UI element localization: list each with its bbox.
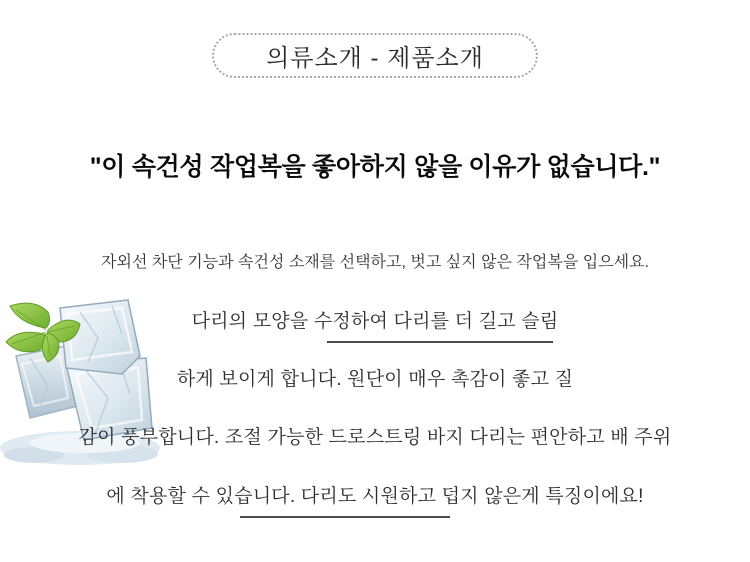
subheadline: 자외선 차단 기능과 속건성 소재를 선택하고, 벗고 싶지 않은 작업복을 입으세요. — [101, 254, 649, 271]
underline-divider — [240, 516, 450, 518]
section-badge — [212, 33, 538, 78]
section-badge-label: 의류소개 - 제품소개 — [266, 45, 484, 72]
description-line: 하게 보이게 합니다. 원단이 매우 촉감이 좋고 질 — [176, 369, 574, 390]
underline-divider — [327, 341, 553, 343]
description-line: 다리의 모양을 수정하여 다리를 더 길고 슬림 — [191, 311, 559, 332]
description-line: 감이 풍부합니다. 조절 가능한 드로스트링 바지 다리는 편안하고 배 주위 — [78, 427, 672, 448]
description-line: 에 착용할 수 있습니다. 다리도 시원하고 덥지 않은게 특징이에요! — [106, 486, 644, 507]
headline-quote: "이 속건성 작업복을 좋아하지 않을 이유가 없습니다." — [89, 153, 661, 181]
